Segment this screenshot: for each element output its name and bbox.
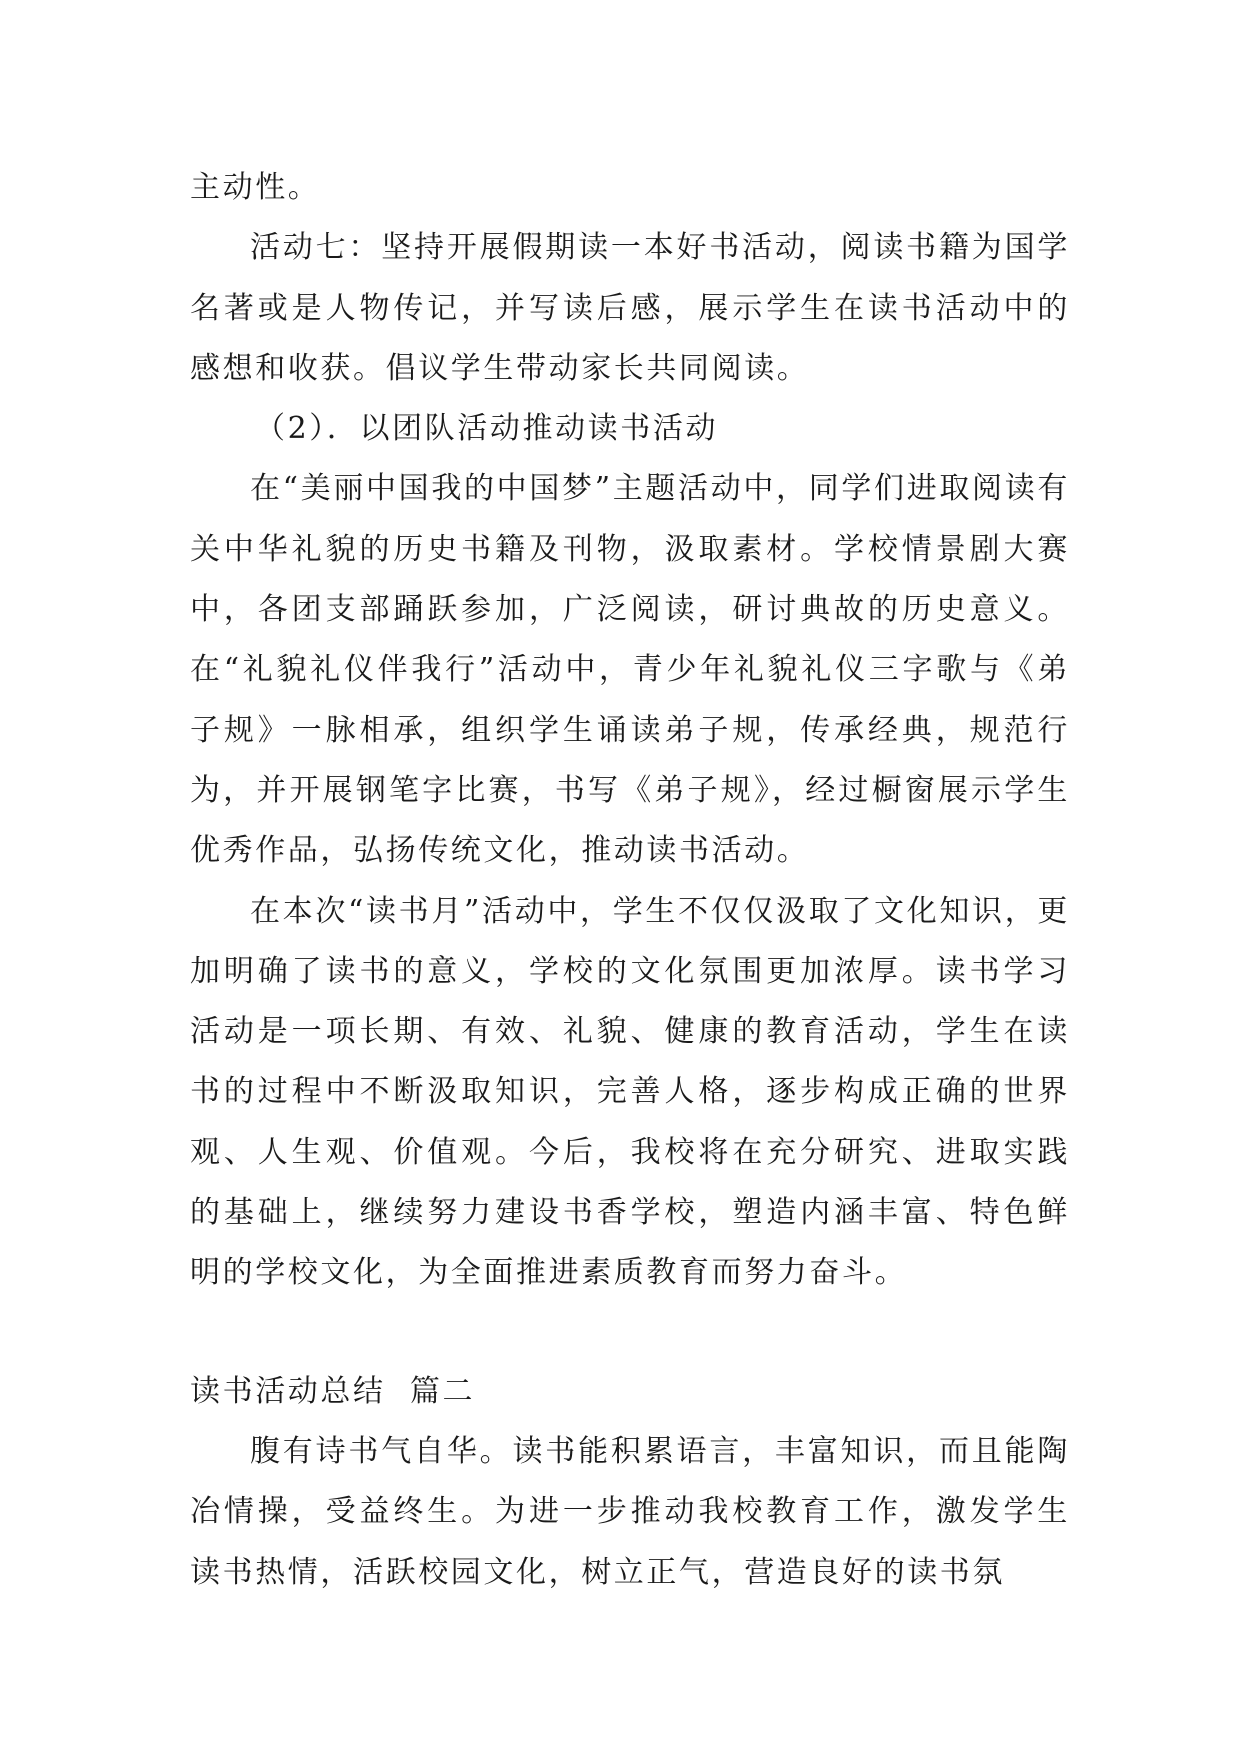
paragraph-continuation: 主动性。 <box>190 170 321 205</box>
paragraph-section-two-intro: 腹有诗书气自华。读书能积累语言，丰富知识，而且能陶冶情操，受益终生。为进一步推动我校教育工作，激发学生读书热情，活跃校园文化，树立正气，营造良好的读书氛 <box>190 1433 1070 1590</box>
paragraph-reading-month: 在本次“读书月”活动中，学生不仅仅汲取了文化知识，更加明确了读书的意义，学校的文化氛围更加浓厚。读书学习活动是一项长期、有效、礼貌、健康的教育活动，学生在读书的过程中不断汲取知识，完善人格，逐步构成正确的世界观、人生观、价值观。今后，我校将在充分研究、进取实践的基础上，继续努力建设书香学校，塑造内涵丰富、特色鲜明的学校文化，为全面推进素质教育而努力奋斗。 <box>190 893 1070 1291</box>
document-body <box>190 158 1070 1603</box>
section-title: 读书活动总结 篇二 <box>190 1373 476 1409</box>
subheading-team-activities: （2）．以团队活动推动读书活动 <box>255 411 719 447</box>
paragraph-activity-seven: 活动七：坚持开展假期读一本好书活动，阅读书籍为国学名著或是人物传记，并写读后感，展示学生在读书活动中的感想和收获。倡议学生带动家长共同阅读。 <box>190 230 1070 386</box>
paragraph-china-dream: 在“美丽中国我的中国梦”主题活动中，同学们进取阅读有关中华礼貌的历史书籍及刊物，汲取素材。学校情景剧大赛中，各团支部踊跃参加，广泛阅读，研讨典故的历史意义。在“礼貌礼仪伴我行”活动中，青少年礼貌礼仪三字歌与《弟子规》一脉相承，组织学生诵读弟子规，传承经典，规范行为，并开展钢笔字比赛，书写《弟子规》，经过橱窗展示学生优秀作品，弘扬传统文化，推动读书活动。 <box>190 471 1070 869</box>
